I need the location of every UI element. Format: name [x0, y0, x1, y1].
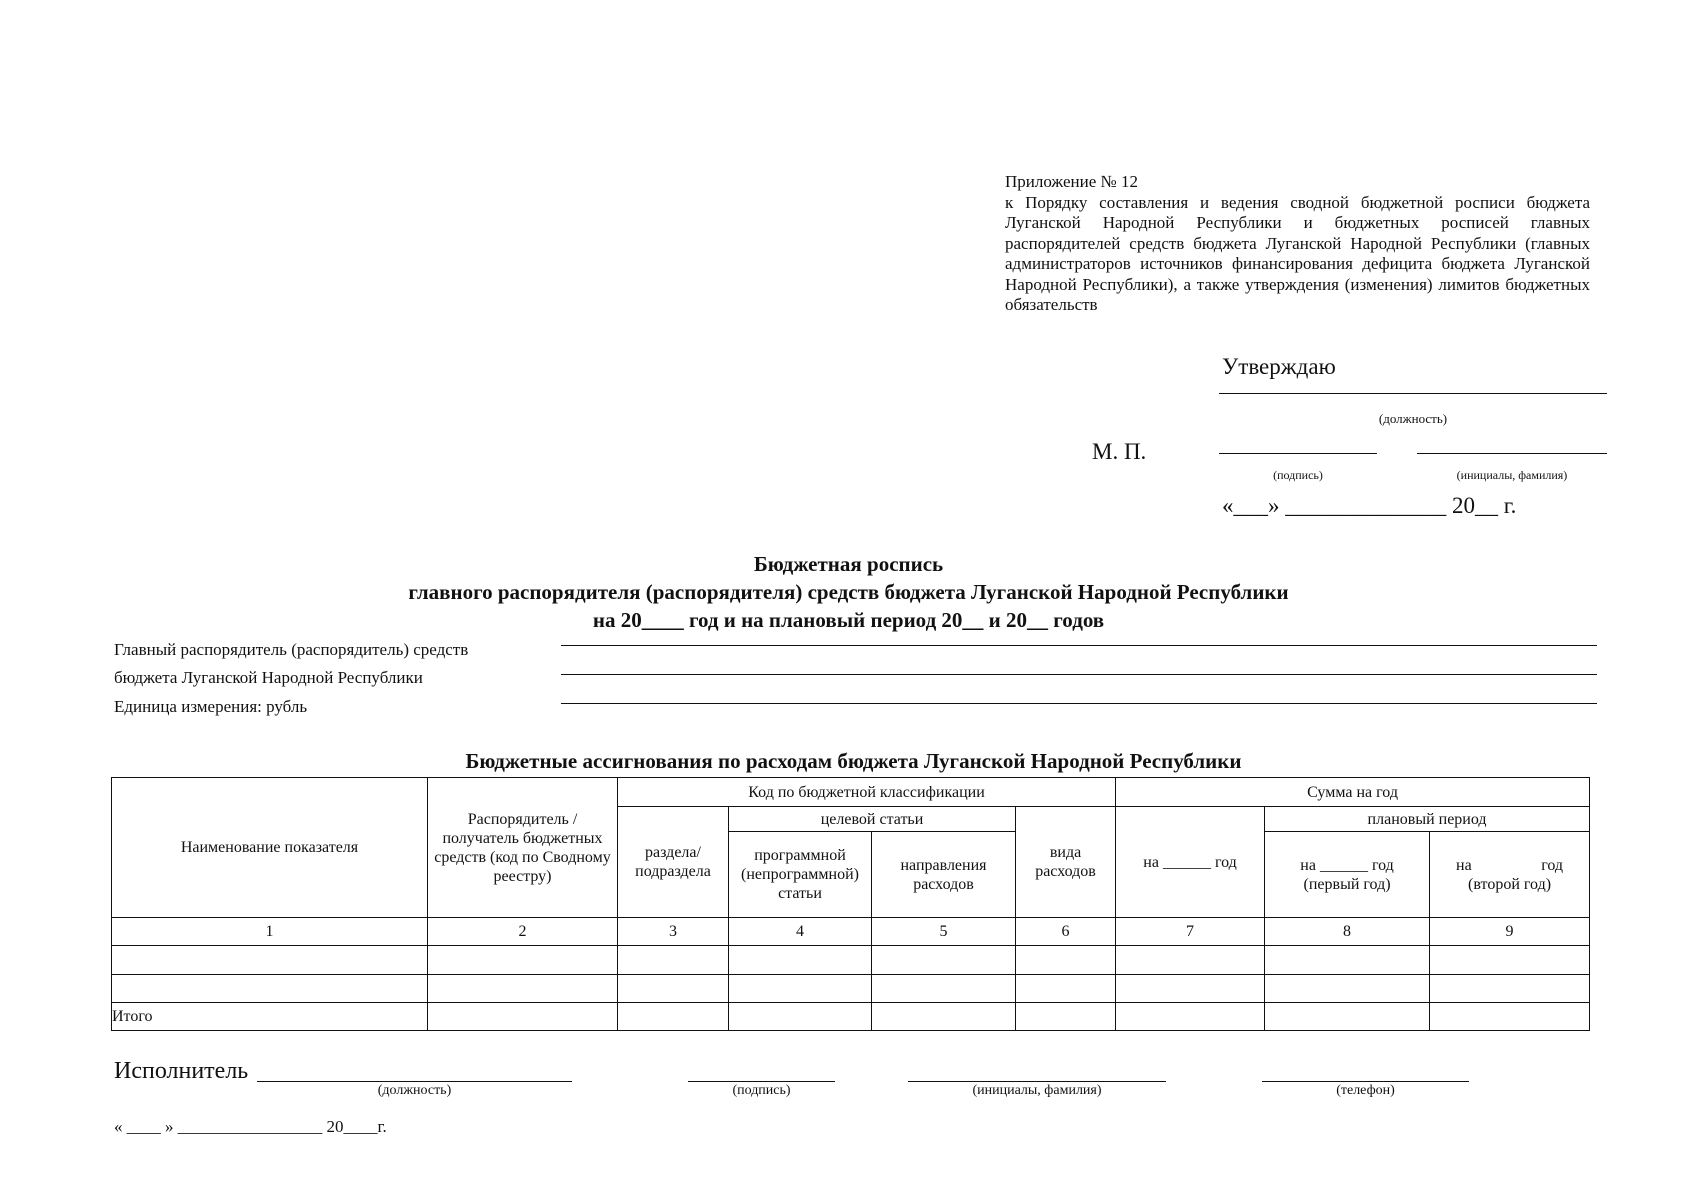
requisite-label-1: Главный распорядитель (распорядитель) средств — [114, 640, 469, 659]
table-cell[interactable] — [729, 1003, 872, 1031]
table-cell[interactable] — [1265, 1003, 1430, 1031]
approval-date: «___» ______________ 20__ г. — [1222, 493, 1517, 518]
requisite-line-3 — [561, 703, 1597, 704]
executor-name-line — [908, 1081, 1166, 1082]
executor-label: Исполнитель — [114, 1058, 249, 1084]
annex-block — [1005, 172, 1590, 316]
table-cell[interactable] — [1116, 1003, 1265, 1031]
header-plan-group: плановый период — [1265, 807, 1590, 832]
total-label: Итого — [112, 1003, 428, 1031]
header-target-group: целевой статьи — [729, 807, 1016, 832]
header-type: вида расходов — [1016, 807, 1116, 918]
executor-phone-line — [1262, 1081, 1469, 1082]
header-year1-label: на ______ год — [1300, 856, 1394, 874]
executor-position-caption: (должность) — [377, 1083, 452, 1098]
approval-signature-line — [1219, 453, 1377, 454]
table-row — [112, 975, 1590, 1003]
table-cell[interactable] — [428, 946, 618, 975]
executor-signature-line — [688, 1081, 835, 1082]
requisite-label-3: Единица измерения: рубль — [114, 697, 308, 716]
table-row — [112, 946, 1590, 975]
approval-signature-caption: (подпись) — [1273, 468, 1323, 482]
doc-title-line2: главного распорядителя (распорядителя) средств бюджета Луганской Народной Республики — [408, 580, 1289, 604]
header-year1 — [1265, 832, 1430, 918]
table-cell[interactable] — [112, 975, 428, 1003]
column-number-row — [112, 918, 1590, 946]
table-cell[interactable] — [618, 946, 729, 975]
doc-title-line1: Бюджетная роспись — [753, 552, 944, 576]
approval-heading: Утверждаю — [1222, 354, 1336, 379]
annex-title: Приложение № 12 — [1005, 172, 1138, 191]
header-direction: направления расходов — [872, 832, 1016, 918]
table-cell[interactable] — [1016, 1003, 1116, 1031]
table-cell[interactable] — [729, 975, 872, 1003]
executor-signature-caption: (подпись) — [732, 1083, 791, 1098]
requisite-line-1 — [561, 645, 1597, 646]
table-cell[interactable] — [1430, 975, 1590, 1003]
executor-date: « ____ » _________________ 20____г. — [114, 1117, 387, 1136]
table-cell[interactable] — [428, 975, 618, 1003]
column-number: 2 — [428, 918, 618, 946]
column-number: 3 — [618, 918, 729, 946]
approval-position-line — [1219, 393, 1607, 394]
table-cell[interactable] — [1430, 946, 1590, 975]
doc-title-line3: на 20____ год и на плановый период 20__ и 20__ годов — [592, 608, 1105, 632]
table-cell[interactable] — [872, 975, 1016, 1003]
header-section: раздела/ подраздела — [618, 807, 729, 918]
table-cell[interactable] — [1265, 975, 1430, 1003]
column-number: 5 — [872, 918, 1016, 946]
table-cell[interactable] — [1116, 975, 1265, 1003]
table-cell[interactable] — [1430, 1003, 1590, 1031]
requisite-line-2 — [561, 674, 1597, 675]
table-cell[interactable] — [618, 1003, 729, 1031]
header-year2 — [1430, 832, 1590, 918]
section-title: Бюджетные ассигнования по расходам бюджета Луганской Народной Республики — [465, 749, 1242, 773]
requisite-label-2: бюджета Луганской Народной Республики — [114, 668, 423, 687]
header-program: программной (непрограммной) статьи — [729, 832, 872, 918]
executor-phone-caption: (телефон) — [1336, 1083, 1395, 1098]
approval-position-caption: (должность) — [1378, 411, 1448, 426]
header-recipient: Распорядитель / получатель бюджетных средств (код по Сводному реестру) — [428, 778, 618, 918]
column-number: 6 — [1016, 918, 1116, 946]
table-cell[interactable] — [1116, 946, 1265, 975]
header-sum-group: Сумма на год — [1116, 778, 1590, 807]
allocations-table — [111, 777, 1590, 1031]
table-cell[interactable] — [729, 946, 872, 975]
column-number: 9 — [1430, 918, 1590, 946]
header-year2-note: (второй год) — [1468, 875, 1552, 893]
approval-name-line — [1417, 453, 1607, 454]
total-row — [112, 1003, 1590, 1031]
table-cell[interactable] — [872, 1003, 1016, 1031]
table-cell[interactable] — [112, 946, 428, 975]
column-number: 4 — [729, 918, 872, 946]
table-cell[interactable] — [872, 946, 1016, 975]
executor-name-caption: (инициалы, фамилия) — [972, 1083, 1102, 1098]
approval-name-caption: (инициалы, фамилия) — [1456, 468, 1568, 482]
table-cell[interactable] — [1016, 946, 1116, 975]
column-number: 1 — [112, 918, 428, 946]
header-year: на ______ год — [1116, 807, 1265, 918]
table-cell[interactable] — [618, 975, 729, 1003]
header-code-group: Код по бюджетной классификации — [618, 778, 1116, 807]
annex-text: к Порядку составления и ведения сводной бюджетной росписи бюджета Луганской Народной Республики и бюджетных росписей главных распорядителей средств бюджета Луганской Народной Республики (главных администраторов источников финансирования дефицита бюджета Луганской Народной Республики), а также утверждения (изменения) лимитов бюджетных обязательств — [1005, 192, 1590, 314]
table-cell[interactable] — [428, 1003, 618, 1031]
executor-position-line — [257, 1081, 572, 1082]
header-year1-note: (первый год) — [1303, 875, 1391, 893]
header-name: Наименование показателя — [112, 778, 428, 918]
stamp-label: М. П. — [1092, 439, 1147, 464]
table-cell[interactable] — [1016, 975, 1116, 1003]
header-year2-suffix: год — [1541, 856, 1564, 874]
column-number: 7 — [1116, 918, 1265, 946]
table-cell[interactable] — [1265, 946, 1430, 975]
header-year2-prefix: на — [1456, 856, 1472, 874]
column-number: 8 — [1265, 918, 1430, 946]
